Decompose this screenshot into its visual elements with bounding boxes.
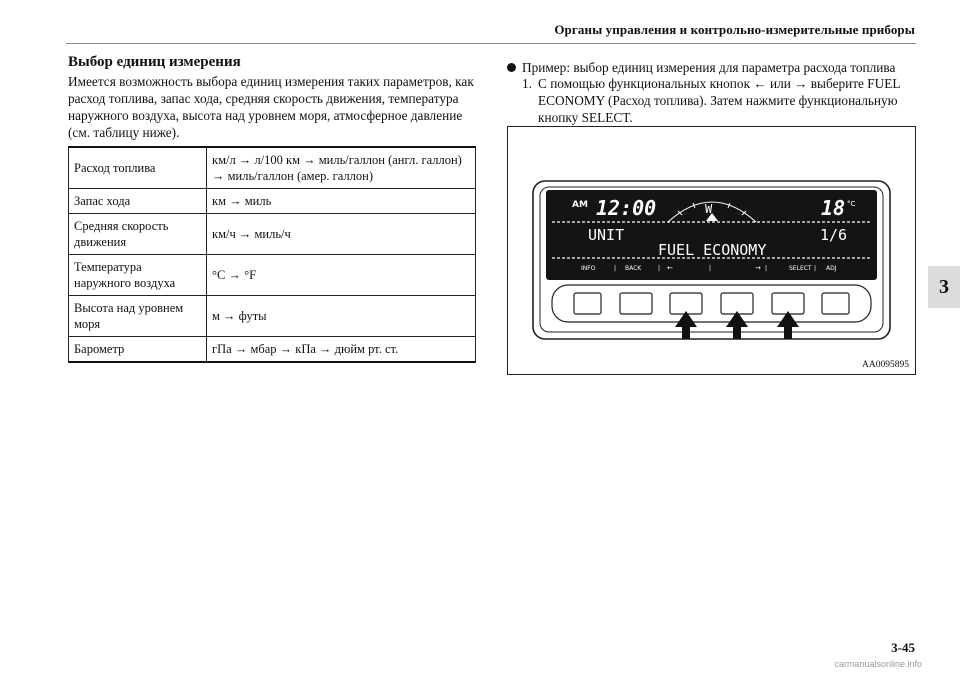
softkey-label-info: INFO: [581, 265, 596, 272]
table-row: [69, 296, 476, 337]
step-number: 1.: [522, 76, 532, 91]
function-button-back[interactable]: [620, 293, 652, 314]
watermark: carmanualsonline.info: [834, 659, 922, 669]
units-cell: км/ч → миль/ч: [207, 214, 476, 255]
softkey-label-right-arrow: →: [755, 264, 761, 272]
lcd-page-counter: 1/6: [820, 226, 848, 244]
page-number: 3-45: [891, 640, 915, 655]
param-cell: Барометр: [69, 337, 207, 363]
svg-text:|: |: [709, 265, 712, 272]
step-text: С помощью функциональных кнопок ← или → выберите FUEL ECONOMY (Расход топлива). Затем нажмите функциональную кнопку SELECT.: [538, 76, 901, 125]
am-indicator: AM: [572, 200, 588, 210]
units-cell: °C → °F: [207, 255, 476, 296]
function-button-left[interactable]: [670, 293, 702, 314]
softkey-label-select: SELECT: [789, 265, 812, 272]
intro-paragraph: Имеется возможность выбора единиц измерения таких параметров, как расход топлива, запас хода, средняя скорость движения, температура наружного воздуха, высота над уровнем моря, атмосферное давление (см. таблицу ниже).: [68, 74, 474, 140]
units-cell: м → футы: [207, 296, 476, 337]
display-illustration: [507, 126, 916, 375]
softkey-label-left-arrow: ←: [667, 264, 673, 272]
param-cell: Температура наружного воздуха: [69, 255, 207, 296]
function-button-adj[interactable]: [822, 293, 849, 314]
units-cell: гПа → мбар → кПа → дюйм рт. ст.: [207, 337, 476, 363]
section-heading: Выбор единиц измерения: [68, 54, 241, 70]
example-bullet: [507, 59, 895, 76]
table-row: [69, 147, 476, 189]
lcd-selected-item: FUEL ECONOMY: [658, 241, 767, 259]
units-cell: км/л → л/100 км → миль/галлон (англ. галлон) → миль/галлон (амер. галлон): [207, 147, 476, 189]
display-panel-drawing: [508, 127, 915, 374]
softkey-label-back: BACK: [625, 265, 642, 272]
example-bullet-text: Пример: выбор единиц измерения для параметра расхода топлива: [522, 60, 896, 75]
function-button-right[interactable]: [721, 293, 753, 314]
temperature-readout: 18: [821, 196, 846, 220]
svg-text:|: |: [658, 265, 661, 272]
lcd-unit-label: UNIT: [588, 226, 625, 244]
function-button-info[interactable]: [574, 293, 601, 314]
svg-text:|: |: [765, 265, 768, 272]
param-cell: Расход топлива: [69, 147, 207, 189]
param-cell: Высота над уровнем моря: [69, 296, 207, 337]
temperature-unit: °C: [847, 200, 856, 208]
table-row: [69, 189, 476, 214]
header-divider: [66, 43, 916, 44]
param-cell: Средняя скорость движения: [69, 214, 207, 255]
compass-readout: W: [705, 202, 713, 216]
units-cell: км → миль: [207, 189, 476, 214]
table-row: [69, 255, 476, 296]
clock-readout: 12:00: [596, 196, 657, 220]
svg-text:|: |: [614, 265, 617, 272]
units-table: [68, 146, 476, 363]
softkey-label-adj: ADJ: [826, 265, 837, 272]
figure-id: AA0095895: [862, 360, 909, 370]
table-row: [69, 337, 476, 363]
chapter-tab: 3: [928, 266, 960, 308]
step-1: [522, 75, 922, 126]
page-header-title: Органы управления и контрольно-измерительные приборы: [554, 22, 915, 37]
table-row: [69, 214, 476, 255]
function-button-select[interactable]: [772, 293, 804, 314]
svg-text:|: |: [814, 265, 817, 272]
bullet-icon: [507, 63, 516, 72]
param-cell: Запас хода: [69, 189, 207, 214]
